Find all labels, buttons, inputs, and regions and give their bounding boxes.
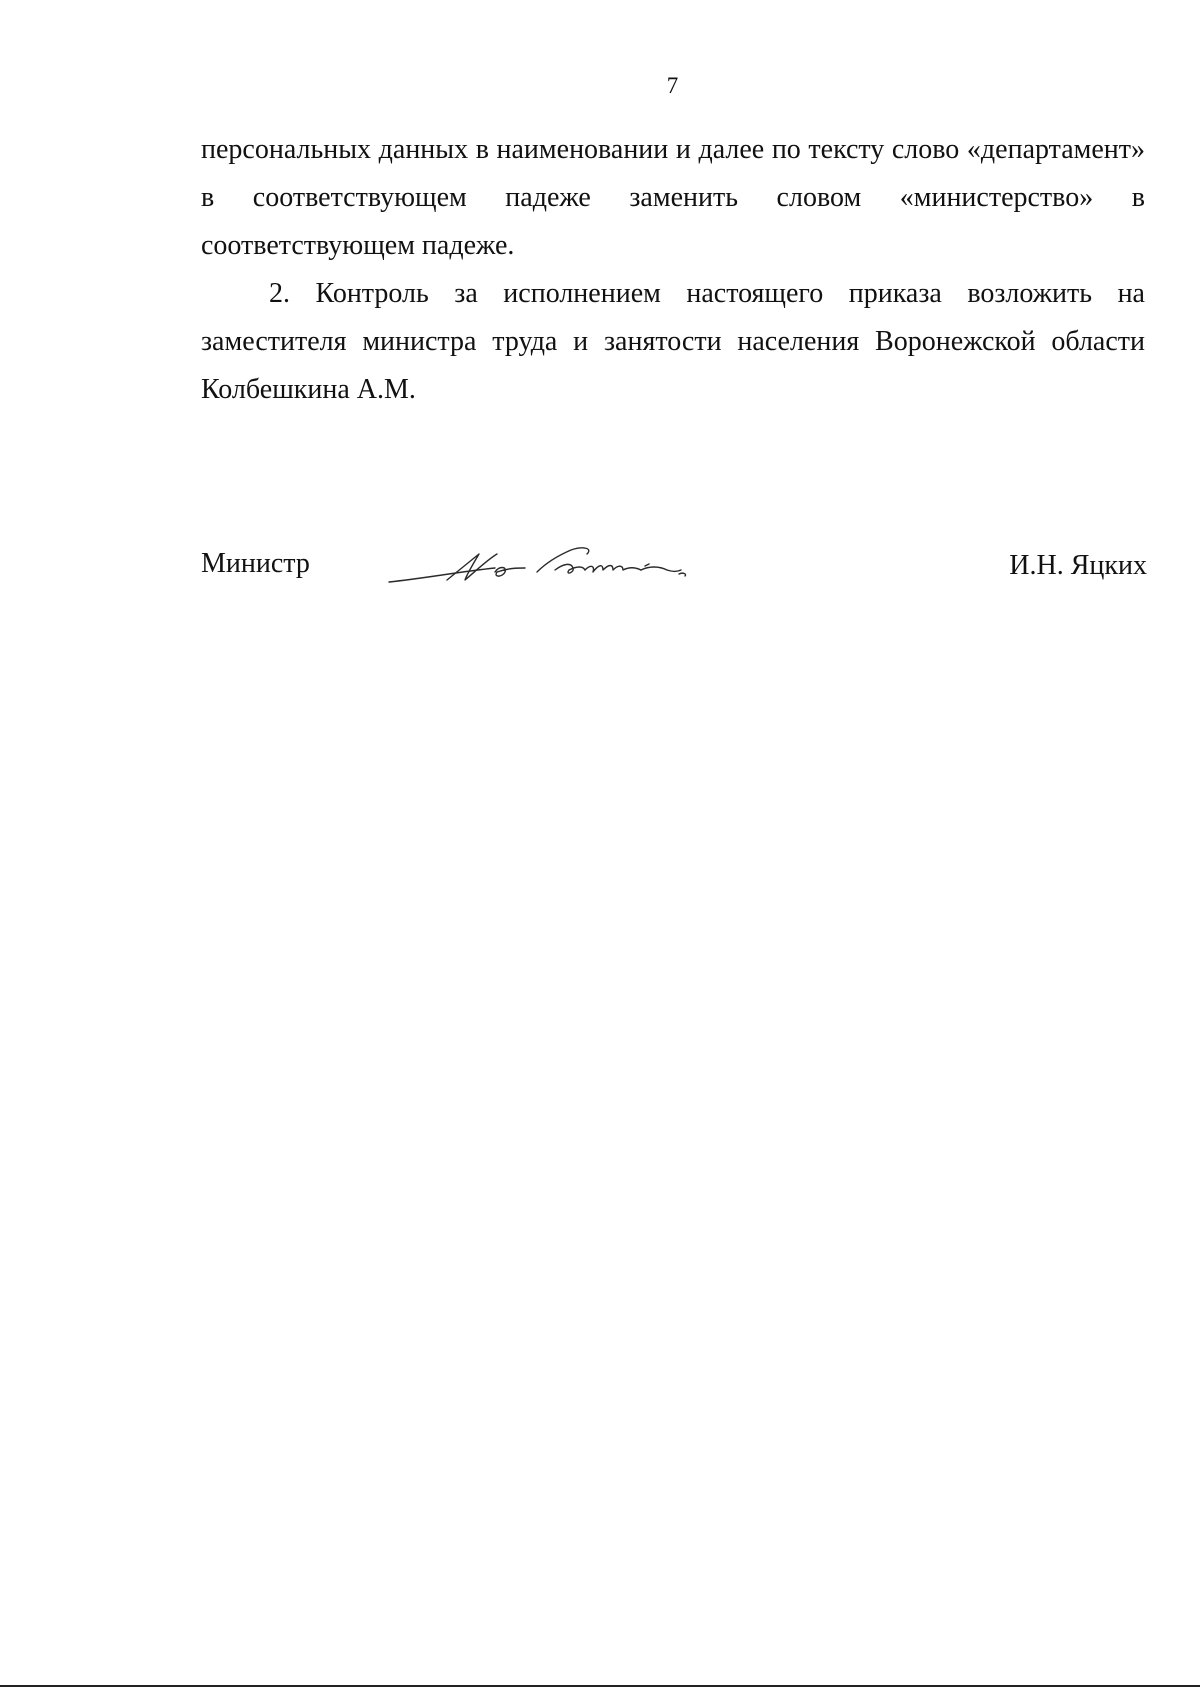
signatory-name: И.Н. Яцких	[1009, 550, 1147, 581]
document-body	[201, 126, 1145, 414]
handwritten-signature	[387, 544, 717, 592]
paragraph-2: 2. Контроль за исполнением настоящего приказа возложить на заместителя министра труда и занятости населения Воронежской области Колбешкина А.М.	[201, 278, 1145, 405]
signatory-title: Министр	[201, 548, 310, 579]
bottom-rule	[0, 1685, 1200, 1687]
page-number: 7	[666, 73, 679, 98]
paragraph-continuation: персональных данных в наименовании и далее по тексту слово «департамент» в соответствующем падеже заменить словом «министерство» в соответствующем падеже.	[201, 134, 1145, 261]
